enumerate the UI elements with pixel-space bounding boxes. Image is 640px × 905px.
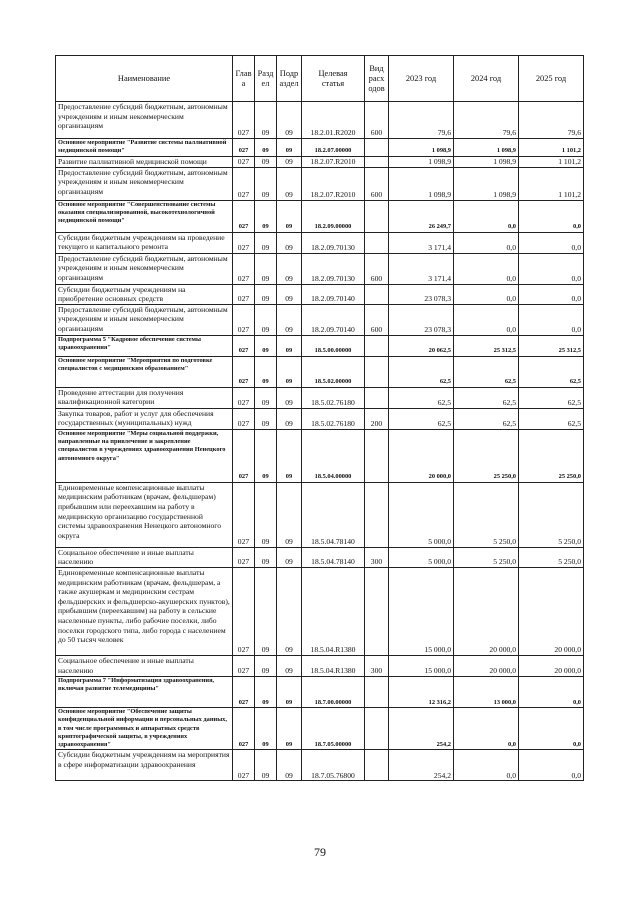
cell-vid-rashodov: 300 <box>365 655 389 676</box>
cell-2025: 25 312,5 <box>519 335 584 356</box>
cell-name: Проведение аттестации для получения квалификационной категории <box>56 387 233 408</box>
cell-razdel: 09 <box>255 387 277 408</box>
cell-tselevaya-statya: 18.2.09.70130 <box>302 253 365 284</box>
cell-tselevaya-statya: 18.5.04.78140 <box>302 482 365 547</box>
cell-vid-rashodov <box>365 200 389 232</box>
cell-name: Предоставление субсидий бюджетным, автономным учреждениям и иным некоммерческим организациям <box>56 167 233 200</box>
cell-vid-rashodov <box>365 676 389 707</box>
cell-2025: 0,0 <box>519 253 584 284</box>
header-podrazdel: Подр аздел <box>277 56 302 102</box>
cell-2023: 5 000,0 <box>389 482 454 547</box>
table-row <box>56 304 584 335</box>
cell-glava: 027 <box>233 676 255 707</box>
cell-name: Развитие паллиативной медицинской помощи <box>56 156 233 167</box>
cell-glava: 027 <box>233 356 255 387</box>
cell-vid-rashodov <box>365 387 389 408</box>
cell-name: Основное мероприятие "Развитие системы паллиативной медицинской помощи" <box>56 139 233 157</box>
cell-podrazdel: 09 <box>277 676 302 707</box>
cell-2023: 254,2 <box>389 707 454 749</box>
cell-vid-rashodov <box>365 335 389 356</box>
cell-2024: 0,0 <box>454 284 519 304</box>
cell-2023: 62,5 <box>389 387 454 408</box>
cell-2023: 20 062,5 <box>389 335 454 356</box>
cell-tselevaya-statya: 18.2.07.R2010 <box>302 167 365 200</box>
cell-glava: 027 <box>233 482 255 547</box>
cell-name: Социальное обеспечение и иные выплаты населению <box>56 547 233 567</box>
cell-razdel: 09 <box>255 567 277 655</box>
cell-2024: 5 250,0 <box>454 547 519 567</box>
cell-2024: 62,5 <box>454 356 519 387</box>
cell-tselevaya-statya: 18.5.02.76180 <box>302 408 365 429</box>
cell-2023: 3 171,4 <box>389 232 454 253</box>
cell-glava: 027 <box>233 429 255 482</box>
table-row <box>56 284 584 304</box>
cell-glava: 027 <box>233 707 255 749</box>
cell-tselevaya-statya: 18.2.07.R2010 <box>302 156 365 167</box>
cell-vid-rashodov: 600 <box>365 304 389 335</box>
cell-vid-rashodov <box>365 429 389 482</box>
cell-tselevaya-statya: 18.7.00.00000 <box>302 676 365 707</box>
cell-razdel: 09 <box>255 253 277 284</box>
cell-2025: 25 250,0 <box>519 429 584 482</box>
cell-vid-rashodov: 200 <box>365 408 389 429</box>
cell-glava: 027 <box>233 408 255 429</box>
cell-tselevaya-statya: 18.2.09.70140 <box>302 304 365 335</box>
cell-podrazdel: 09 <box>277 655 302 676</box>
cell-podrazdel: 09 <box>277 387 302 408</box>
cell-2024: 62,5 <box>454 387 519 408</box>
cell-2025: 62,5 <box>519 387 584 408</box>
cell-razdel: 09 <box>255 408 277 429</box>
cell-vid-rashodov <box>365 232 389 253</box>
cell-2023: 1 098,9 <box>389 139 454 157</box>
table-row <box>56 253 584 284</box>
cell-2025: 20 000,0 <box>519 567 584 655</box>
cell-name: Закупка товаров, работ и услуг для обеспечения государственных (муниципальных) нужд <box>56 408 233 429</box>
cell-podrazdel: 09 <box>277 356 302 387</box>
cell-2025: 1 101,2 <box>519 167 584 200</box>
cell-2024: 0,0 <box>454 232 519 253</box>
cell-2023: 26 249,7 <box>389 200 454 232</box>
table-row <box>56 356 584 387</box>
cell-2025: 20 000,0 <box>519 655 584 676</box>
table-row <box>56 335 584 356</box>
cell-vid-rashodov <box>365 156 389 167</box>
cell-razdel: 09 <box>255 707 277 749</box>
cell-podrazdel: 09 <box>277 304 302 335</box>
cell-tselevaya-statya: 18.5.02.00000 <box>302 356 365 387</box>
table-row <box>56 139 584 157</box>
cell-tselevaya-statya: 18.2.07.00000 <box>302 139 365 157</box>
header-razdel: Разд ел <box>255 56 277 102</box>
table-row <box>56 408 584 429</box>
cell-2025: 62,5 <box>519 356 584 387</box>
header-glava: Глав а <box>233 56 255 102</box>
cell-2025: 1 101,2 <box>519 156 584 167</box>
cell-2024: 1 098,9 <box>454 156 519 167</box>
cell-2025: 0,0 <box>519 304 584 335</box>
cell-razdel: 09 <box>255 335 277 356</box>
cell-2025: 0,0 <box>519 232 584 253</box>
cell-name: Основное мероприятие "Совершенствование системы оказания специализированной, высокотехнологичной медицинской помощи" <box>56 200 233 232</box>
table-row <box>56 167 584 200</box>
cell-name: Предоставление субсидий бюджетным, автономным учреждениям и иным некоммерческим организациям <box>56 253 233 284</box>
cell-2025: 79,6 <box>519 102 584 139</box>
cell-glava: 027 <box>233 567 255 655</box>
cell-razdel: 09 <box>255 156 277 167</box>
cell-2023: 3 171,4 <box>389 253 454 284</box>
cell-razdel: 09 <box>255 676 277 707</box>
cell-2023: 23 078,3 <box>389 284 454 304</box>
cell-tselevaya-statya: 18.5.04.R1380 <box>302 655 365 676</box>
cell-name: Предоставление субсидий бюджетным, автономным учреждениям и иным некоммерческим организациям <box>56 102 233 139</box>
cell-razdel: 09 <box>255 356 277 387</box>
cell-name: Единовременные компенсационные выплаты медицинским работникам (врачам, фельдшерам, а также акушеркам и медицинским сестрам фельдшерских и фельдшерско-акушерских пунктов), прибывшим (переехавшим) на работу в сельские населенные пункты, либо рабочие поселки, либо поселки городского типа, либо города с населением до 50 тысяч человек <box>56 567 233 655</box>
cell-podrazdel: 09 <box>277 707 302 749</box>
cell-podrazdel: 09 <box>277 200 302 232</box>
cell-2023: 1 098,9 <box>389 156 454 167</box>
cell-2023: 62,5 <box>389 408 454 429</box>
cell-podrazdel: 09 <box>277 408 302 429</box>
cell-2025: 0,0 <box>519 676 584 707</box>
cell-glava: 027 <box>233 547 255 567</box>
table-row <box>56 387 584 408</box>
cell-razdel: 09 <box>255 547 277 567</box>
table-header-row <box>56 56 584 102</box>
cell-2024: 0,0 <box>454 750 519 781</box>
cell-tselevaya-statya: 18.5.00.00000 <box>302 335 365 356</box>
cell-2024: 20 000,0 <box>454 655 519 676</box>
cell-razdel: 09 <box>255 750 277 781</box>
cell-vid-rashodov: 300 <box>365 547 389 567</box>
cell-2025: 0,0 <box>519 200 584 232</box>
table-row <box>56 200 584 232</box>
cell-podrazdel: 09 <box>277 232 302 253</box>
cell-vid-rashodov <box>365 482 389 547</box>
cell-tselevaya-statya: 18.7.05.00000 <box>302 707 365 749</box>
cell-tselevaya-statya: 18.2.09.70130 <box>302 232 365 253</box>
cell-2024: 1 098,9 <box>454 167 519 200</box>
cell-2024: 1 098,9 <box>454 139 519 157</box>
cell-vid-rashodov: 600 <box>365 253 389 284</box>
cell-podrazdel: 09 <box>277 102 302 139</box>
budget-table <box>55 55 584 781</box>
cell-podrazdel: 09 <box>277 567 302 655</box>
cell-2023: 79,6 <box>389 102 454 139</box>
cell-podrazdel: 09 <box>277 429 302 482</box>
cell-glava: 027 <box>233 655 255 676</box>
cell-tselevaya-statya: 18.5.04.R1380 <box>302 567 365 655</box>
header-2025: 2025 год <box>519 56 584 102</box>
cell-razdel: 09 <box>255 167 277 200</box>
cell-tselevaya-statya: 18.2.01.R2020 <box>302 102 365 139</box>
cell-glava: 027 <box>233 750 255 781</box>
cell-glava: 027 <box>233 200 255 232</box>
cell-name: Субсидии бюджетным учреждениям на приобретение основных средств <box>56 284 233 304</box>
cell-podrazdel: 09 <box>277 253 302 284</box>
page-number: 79 <box>314 845 326 859</box>
cell-vid-rashodov <box>365 707 389 749</box>
cell-glava: 027 <box>233 102 255 139</box>
cell-razdel: 09 <box>255 482 277 547</box>
table-row <box>56 750 584 781</box>
cell-name: Основное мероприятие "Мероприятия по подготовке специалистов с медицинским образованием" <box>56 356 233 387</box>
cell-2024: 0,0 <box>454 200 519 232</box>
cell-name: Основное мероприятие "Обеспечение защиты конфиденциальной информации и персональных данных, в том числе программных и аппаратных средств криптографической защиты, в учреждениях здравоохранения" <box>56 707 233 749</box>
cell-vid-rashodov: 600 <box>365 167 389 200</box>
cell-razdel: 09 <box>255 200 277 232</box>
cell-tselevaya-statya: 18.7.05.76800 <box>302 750 365 781</box>
cell-name: Подпрограмма 5 "Кадровое обеспечение системы здравоохранения" <box>56 335 233 356</box>
cell-vid-rashodov <box>365 567 389 655</box>
cell-glava: 027 <box>233 156 255 167</box>
cell-2025: 1 101,2 <box>519 139 584 157</box>
header-vid-rashodov: Вид расх одов <box>365 56 389 102</box>
cell-vid-rashodov <box>365 356 389 387</box>
cell-2023: 20 000,0 <box>389 429 454 482</box>
cell-2023: 5 000,0 <box>389 547 454 567</box>
cell-name: Основное мероприятие "Меры социальной поддержки, направленные на привлечение и закрепление специалистов в учреждениях здравоохранения Ненецкого автономного округа" <box>56 429 233 482</box>
cell-2023: 254,2 <box>389 750 454 781</box>
cell-razdel: 09 <box>255 139 277 157</box>
cell-tselevaya-statya: 18.5.04.00000 <box>302 429 365 482</box>
cell-vid-rashodov <box>365 139 389 157</box>
cell-2024: 0,0 <box>454 707 519 749</box>
cell-tselevaya-statya: 18.2.09.00000 <box>302 200 365 232</box>
cell-tselevaya-statya: 18.2.09.70140 <box>302 284 365 304</box>
cell-vid-rashodov: 600 <box>365 102 389 139</box>
cell-2023: 15 000,0 <box>389 655 454 676</box>
cell-podrazdel: 09 <box>277 482 302 547</box>
cell-glava: 027 <box>233 167 255 200</box>
header-2023: 2023 год <box>389 56 454 102</box>
header-name: Наименование <box>56 56 233 102</box>
header-tselevaya-statya: Целевая статья <box>302 56 365 102</box>
cell-glava: 027 <box>233 253 255 284</box>
cell-podrazdel: 09 <box>277 284 302 304</box>
cell-glava: 027 <box>233 232 255 253</box>
cell-2025: 5 250,0 <box>519 547 584 567</box>
cell-2023: 23 078,3 <box>389 304 454 335</box>
cell-2025: 5 250,0 <box>519 482 584 547</box>
table-row <box>56 567 584 655</box>
cell-2023: 15 000,0 <box>389 567 454 655</box>
table-row <box>56 655 584 676</box>
header-2024: 2024 год <box>454 56 519 102</box>
cell-name: Субсидии бюджетным учреждениям на проведение текущего и капитального ремонта <box>56 232 233 253</box>
cell-razdel: 09 <box>255 102 277 139</box>
cell-podrazdel: 09 <box>277 335 302 356</box>
table-row <box>56 102 584 139</box>
cell-name: Единовременные компенсационные выплаты медицинским работникам (врачам, фельдшерам) прибывшим или переехавшим на работу в медицинскую организацию государственной системы здравоохранения Ненецкого автономного округа <box>56 482 233 547</box>
cell-2024: 79,6 <box>454 102 519 139</box>
cell-name: Социальное обеспечение и иные выплаты населению <box>56 655 233 676</box>
cell-2024: 13 000,0 <box>454 676 519 707</box>
table-row <box>56 232 584 253</box>
table-row <box>56 676 584 707</box>
cell-2025: 62,5 <box>519 408 584 429</box>
table-row <box>56 707 584 749</box>
cell-2023: 1 098,9 <box>389 167 454 200</box>
cell-2025: 0,0 <box>519 284 584 304</box>
cell-podrazdel: 09 <box>277 750 302 781</box>
cell-2025: 0,0 <box>519 707 584 749</box>
table-row <box>56 429 584 482</box>
cell-2023: 62,5 <box>389 356 454 387</box>
cell-2025: 0,0 <box>519 750 584 781</box>
table-row <box>56 547 584 567</box>
cell-2023: 12 316,2 <box>389 676 454 707</box>
cell-2024: 20 000,0 <box>454 567 519 655</box>
cell-glava: 027 <box>233 139 255 157</box>
cell-tselevaya-statya: 18.5.02.76180 <box>302 387 365 408</box>
cell-podrazdel: 09 <box>277 167 302 200</box>
cell-2024: 0,0 <box>454 253 519 284</box>
cell-vid-rashodov <box>365 284 389 304</box>
cell-2024: 0,0 <box>454 304 519 335</box>
cell-glava: 027 <box>233 387 255 408</box>
cell-2024: 25 250,0 <box>454 429 519 482</box>
cell-razdel: 09 <box>255 655 277 676</box>
table-row <box>56 156 584 167</box>
cell-vid-rashodov <box>365 750 389 781</box>
cell-podrazdel: 09 <box>277 547 302 567</box>
cell-podrazdel: 09 <box>277 139 302 157</box>
cell-name: Субсидии бюджетным учреждениям на мероприятия в сфере информатизации здравоохранения <box>56 750 233 781</box>
cell-razdel: 09 <box>255 232 277 253</box>
cell-tselevaya-statya: 18.5.04.78140 <box>302 547 365 567</box>
cell-2024: 5 250,0 <box>454 482 519 547</box>
cell-name: Предоставление субсидий бюджетным, автономным учреждениям и иным некоммерческим организациям <box>56 304 233 335</box>
cell-glava: 027 <box>233 304 255 335</box>
cell-razdel: 09 <box>255 429 277 482</box>
cell-glava: 027 <box>233 335 255 356</box>
cell-razdel: 09 <box>255 304 277 335</box>
cell-razdel: 09 <box>255 284 277 304</box>
cell-2024: 62,5 <box>454 408 519 429</box>
cell-podrazdel: 09 <box>277 156 302 167</box>
table-row <box>56 482 584 547</box>
cell-name: Подпрограмма 7 "Информатизация здравоохранения, включая развитие телемедицины" <box>56 676 233 707</box>
cell-2024: 25 312,5 <box>454 335 519 356</box>
cell-glava: 027 <box>233 284 255 304</box>
table-body <box>56 102 584 781</box>
